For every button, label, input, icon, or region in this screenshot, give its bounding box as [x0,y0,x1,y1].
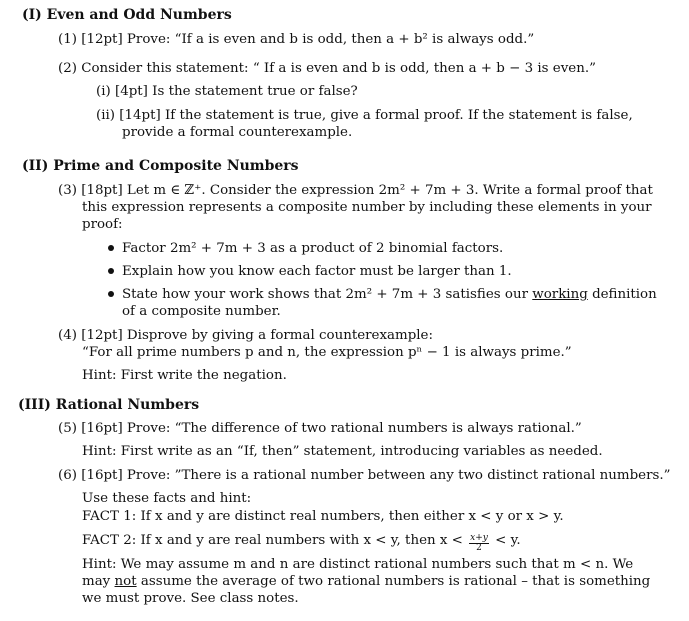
bullet-icon [108,291,114,297]
problem-6: (6) [16pt] Prove: ”There is a rational number between any two distinct rational numbers.” [58,468,671,483]
problem-4-hint: Hint: First write the negation. [82,368,287,383]
problem-5-hint: Hint: First write as an “If, then” statement, introducing variables as needed. [82,444,603,459]
fraction-average: $\frac{x+y}{2}$ [470,533,488,553]
problem-2-part-i: (i) [4pt] Is the statement true or false? [96,84,358,99]
section-heading-prime-composite: (II) Prime and Composite Numbers [22,158,299,174]
fact-1: FACT 1: If x and y are distinct real numbers, then either x < y or x > y. [82,509,564,524]
problem-6-hint-line-3: we must prove. See class notes. [82,591,299,606]
problem-4: (4) [12pt] Disprove by giving a formal counterexample: [58,328,433,343]
problem-1: (1) [12pt] Prove: “If a is even and b is odd, then a + b² is always odd.” [58,32,535,47]
bullet-icon [108,245,114,251]
section-heading-rational: (III) Rational Numbers [18,397,200,413]
problem-2-part-ii: (ii) [14pt] If the statement is true, give a formal proof. If the statement is false, [96,108,633,123]
problem-6-hint: Hint: We may assume m and n are distinct rational numbers such that m < n. We [82,557,634,572]
bullet-item-state: State how your work shows that 2m² + 7m + 3 satisfies our working definition [108,286,657,303]
problem-6-hint-line-2: may not assume the average of two rational numbers is rational – that is something [82,574,651,589]
bullet-item-explain: Explain how you know each factor must be larger than 1. [108,263,512,280]
bullet-item-state-cont: of a composite number. [122,304,281,319]
problem-2-part-ii-cont: provide a formal counterexample. [122,125,353,140]
section-heading-even-odd: (I) Even and Odd Numbers [22,7,232,23]
problem-2: (2) Consider this statement: “ If a is even and b is odd, then a + b − 3 is even.” [58,61,596,76]
problem-4-statement: “For all prime numbers p and n, the expression pⁿ − 1 is always prime.” [82,345,572,360]
fact-2: FACT 2: If x and y are real numbers with x < y, then x < $\frac{x+y}{2}$ < y. [82,533,521,553]
problem-3: (3) [18pt] Let m ∈ ℤ⁺. Consider the expression 2m² + 7m + 3. Write a formal proof that [58,183,653,198]
problem-5: (5) [16pt] Prove: “The difference of two rational numbers is always rational.” [58,421,582,436]
problem-3-line-2: this expression represents a composite number by including these elements in your [82,200,652,215]
problem-6-use-facts: Use these facts and hint: [82,491,252,506]
problem-3-line-3: proof: [82,217,123,232]
bullet-icon [108,268,114,274]
bullet-item-factor: Factor 2m² + 7m + 3 as a product of 2 binomial factors. [108,240,503,257]
